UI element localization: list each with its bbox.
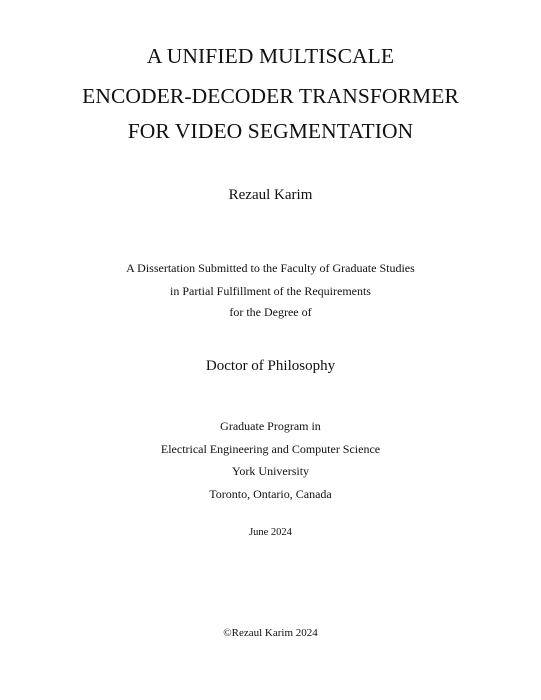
submission-line-1: A Dissertation Submitted to the Faculty of Graduate Studies [126,261,415,275]
copyright-notice: ©Rezaul Karim 2024 [223,627,318,639]
title-line-3: FOR VIDEO SEGMENTATION [127,119,414,143]
program-line-2: Electrical Engineering and Computer Science [160,442,381,456]
submission-date: June 2024 [249,527,292,538]
title-line-2: ENCODER-DECODER TRANSFORMER [82,84,459,108]
degree-name: Doctor of Philosophy [205,358,336,374]
author-name: Rezaul Karim [228,187,313,203]
title-line-1: A UNIFIED MULTISCALE [146,44,395,68]
submission-line-2: in Partial Fulfillment of the Requirements [170,284,371,298]
submission-line-3: for the Degree of [229,305,312,319]
location: Toronto, Ontario, Canada [209,487,332,501]
program-line-1: Graduate Program in [220,419,321,433]
university-name: York University [231,464,310,478]
